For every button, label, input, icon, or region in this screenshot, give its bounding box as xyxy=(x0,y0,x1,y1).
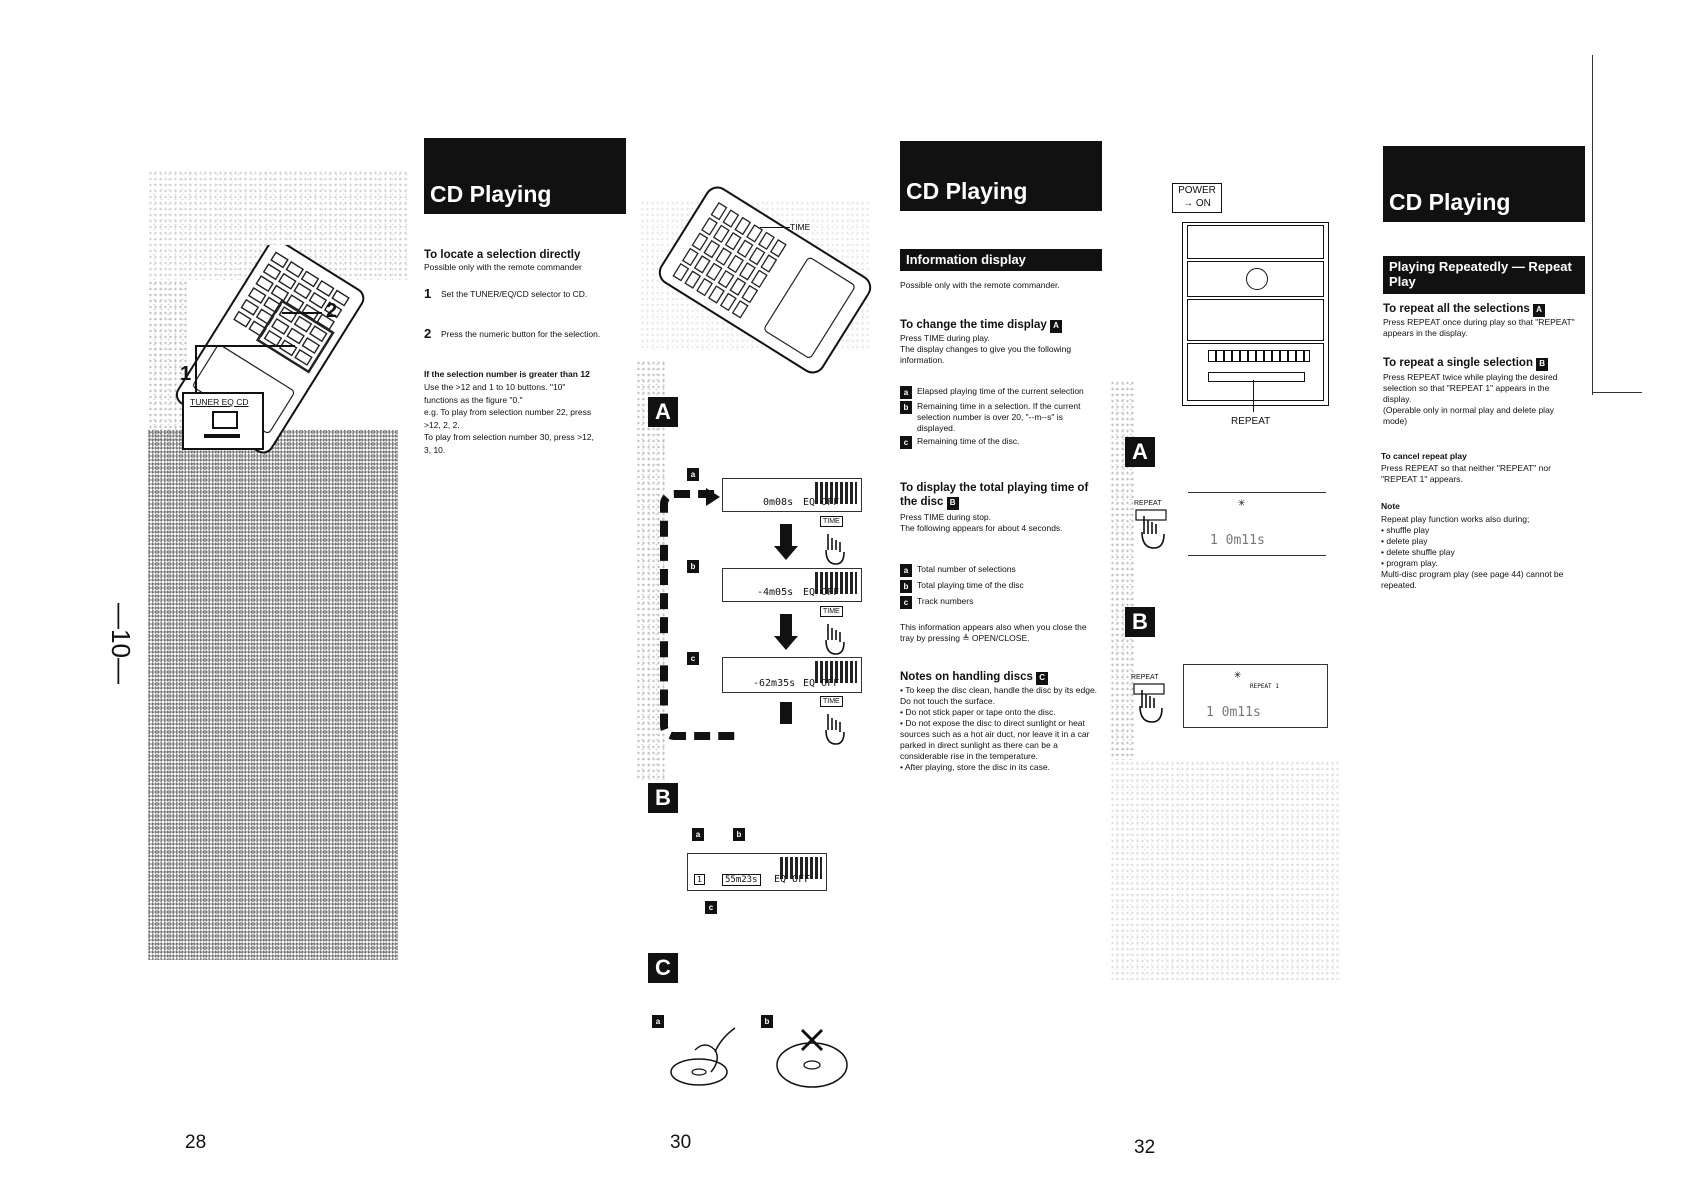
lcd-display-a-value: 0m08s xyxy=(763,497,794,508)
time-callout-line xyxy=(760,227,790,228)
item-text: Total number of selections xyxy=(917,564,1016,574)
down-arrow-head-icon xyxy=(774,546,798,560)
list-item xyxy=(900,596,1095,609)
page28-header xyxy=(424,138,626,214)
page30-header xyxy=(900,141,1102,211)
repeat-indicator-icon: ✳ xyxy=(1238,495,1246,509)
page30-header-title: CD Playing xyxy=(906,178,1028,204)
page32-all-heading xyxy=(1383,302,1545,317)
page28-heading: To locate a selection directly xyxy=(424,249,581,261)
page30-notes-ref: C xyxy=(1036,672,1048,685)
page28-note-line: Use the >12 and 1 to 10 buttons. "10" xyxy=(424,382,566,392)
time-callout-label: TIME xyxy=(790,222,811,232)
page28-note-body xyxy=(424,381,624,456)
page30-total-line: Press TIME during stop. xyxy=(900,512,992,522)
time-button-b xyxy=(820,606,843,617)
page30-change-heading xyxy=(900,318,1062,333)
page30-total-text xyxy=(900,512,1080,534)
note-text: Do not stick paper or tape onto the disc. xyxy=(905,707,1056,717)
unit-cd-player xyxy=(1187,343,1324,401)
cd-buttons xyxy=(1208,350,1310,362)
page30-total-heading-text: To display the total playing time of the disc xyxy=(900,482,1089,508)
do-not-touch-disc-icon xyxy=(772,1025,852,1090)
lcd-display-c-value: -62m35s xyxy=(753,678,796,689)
tuner-selector-label: TUNER EQ CD xyxy=(190,397,249,407)
page32-note-body xyxy=(1381,514,1581,591)
note-item: shuffle play xyxy=(1386,525,1430,535)
page32-subhead: Playing Repeatedly — Repeat Play xyxy=(1383,256,1585,294)
list-item: • Do not stick paper or tape onto the disc. xyxy=(900,707,1056,717)
page32-cancel-heading: To cancel repeat play xyxy=(1381,451,1467,461)
page32-cancel-text: Press REPEAT so that neither "REPEAT" nor "REPEAT 1" appears. xyxy=(1381,463,1551,484)
page32-all-heading-text: To repeat all the selections xyxy=(1383,303,1530,315)
note-text: After playing, store the disc in its case. xyxy=(904,762,1050,772)
page28-step2-number: 2 xyxy=(424,326,432,341)
page32-single-heading xyxy=(1383,356,1548,371)
tuner-selector-box xyxy=(182,392,264,450)
page32-single-heading-text: To repeat a single selection xyxy=(1383,357,1533,369)
page30-change-ref: A xyxy=(1050,320,1062,333)
time-button-b-label: TIME xyxy=(823,608,840,615)
power-on-label: → ON xyxy=(1183,198,1211,209)
down-arrow-icon xyxy=(780,614,792,636)
repeat-callout-label: REPEAT xyxy=(1231,416,1271,427)
loop-arrow-icon xyxy=(706,488,720,506)
down-arrow-head-icon xyxy=(774,636,798,650)
pressing-hand-icon xyxy=(818,710,848,746)
page32-note-tail: Multi-disc program play (see page 44) cannot be repeated. xyxy=(1381,569,1564,590)
side-page-label: —10— xyxy=(105,603,136,684)
page28-note-line: To play from selection number 30, press >12, xyxy=(424,432,594,442)
disc-display-c-label: c xyxy=(705,901,717,914)
lcd-display-b-eq: EQ OFF xyxy=(803,587,840,598)
list-item: • shuffle play xyxy=(1381,525,1430,535)
page30-notes-heading-text: Notes on handling discs xyxy=(900,671,1033,683)
page30-change-text xyxy=(900,333,1090,366)
time-button-a-label: TIME xyxy=(823,518,840,525)
display-c-label: c xyxy=(687,652,699,665)
item-ref: a xyxy=(900,564,912,577)
repeat-button-b-label: REPEAT xyxy=(1131,674,1159,681)
note-item: program play. xyxy=(1386,558,1438,568)
page32-note-intro: Repeat play function works also during; xyxy=(1381,514,1530,524)
page28-step1-number: 1 xyxy=(424,286,432,301)
page28-note-line: e.g. To play from selection number 22, press xyxy=(424,407,592,417)
page32-single-note: (Operable only in normal play and delete play mode) xyxy=(1383,405,1555,426)
margin-line xyxy=(1592,392,1642,393)
repeat-display-a xyxy=(1188,492,1326,556)
repeat-button-a-label: REPEAT xyxy=(1134,500,1162,507)
note-text: To keep the disc clean, handle the disc by its edge. Do not touch the surface. xyxy=(900,685,1098,706)
stereo-system-illustration xyxy=(1182,222,1329,406)
page32-note-heading: Note xyxy=(1381,501,1400,511)
page28-note-line: functions as the figure "0." xyxy=(424,394,523,405)
disc-display-a-label: a xyxy=(692,828,704,841)
list-item: • delete shuffle play xyxy=(1381,547,1455,557)
unit-tuner xyxy=(1187,225,1324,259)
page32-single-ref: B xyxy=(1536,358,1548,371)
remote-commander-time-illustration xyxy=(650,180,880,380)
time-button-c-label: TIME xyxy=(823,698,840,705)
callout-number-1: 1 xyxy=(180,363,192,385)
lcd-display-b-value: -4m05s xyxy=(757,587,794,598)
figure-label-c: C xyxy=(648,953,678,983)
page32-single-text xyxy=(1383,372,1573,427)
page-number-30: 30 xyxy=(670,1132,692,1153)
item-ref: a xyxy=(900,386,912,399)
disc-display-b-label: b xyxy=(733,828,745,841)
figure-label-a: A xyxy=(1125,437,1155,467)
list-item: • To keep the disc clean, handle the disc by its edge. Do not touch the surface. xyxy=(900,685,1098,706)
callout-line-2 xyxy=(282,312,322,314)
page30-possible: Possible only with the remote commander. xyxy=(900,280,1060,290)
page28-note-line: >12, 2, 2. xyxy=(424,419,460,430)
item-ref: b xyxy=(900,580,912,593)
page30-subhead: Information display xyxy=(900,249,1102,271)
page30-total-line: The following appears for about 4 seconds. xyxy=(900,523,1063,533)
down-arrow-icon xyxy=(780,702,792,724)
down-arrow-icon xyxy=(780,524,792,546)
note-item: delete play xyxy=(1386,536,1428,546)
lcd-display-a-eq: EQ OFF xyxy=(803,497,840,508)
selector-switch-icon xyxy=(212,411,238,429)
page32-header-title: CD Playing xyxy=(1389,189,1511,215)
power-button-box xyxy=(1172,183,1222,213)
note-item: delete shuffle play xyxy=(1386,547,1455,557)
lcd-display-c xyxy=(722,657,862,693)
list-item xyxy=(900,564,1095,577)
page30-total-heading xyxy=(900,481,1100,510)
page32-header xyxy=(1383,146,1585,222)
page32-single-body: Press REPEAT twice while playing the desired selection so that "REPEAT 1" appears in the display. xyxy=(1383,372,1558,404)
list-item: • Do not expose the disc to direct sunlight or heat sources such as a hot air duct, nor leave it in a car parked in direct sunlight as there can be a considerable rise in the temperature. xyxy=(900,718,1090,761)
list-item xyxy=(900,386,1095,399)
repeat-callout-line xyxy=(1253,380,1254,412)
list-item xyxy=(900,436,1095,449)
page30-notes-list xyxy=(900,685,1100,773)
power-label: POWER xyxy=(1178,185,1216,196)
page30-total-ref: B xyxy=(947,497,959,510)
lcd-disc-track: 1 xyxy=(694,874,705,885)
time-button-a xyxy=(820,516,843,527)
lcd-display-c-eq: EQ OFF xyxy=(803,678,840,689)
page-number-32: 32 xyxy=(1134,1137,1156,1158)
figure-label-a: A xyxy=(648,397,678,427)
page30-change-heading-text: To change the time display xyxy=(900,319,1047,331)
page28-note-heading: If the selection number is greater than 12 xyxy=(424,369,590,379)
repeat-display-b-value: 1 0m11s xyxy=(1206,705,1261,720)
figure-label-b: B xyxy=(648,783,678,813)
repeat1-indicator-icon: ✳ xyxy=(1234,667,1242,681)
page28-possible: Possible only with the remote commander xyxy=(424,262,582,272)
item-text: Track numbers xyxy=(917,596,974,606)
note-text: Do not expose the disc to direct sunlight or heat sources such as a hot air duct, nor leave it in a car parked in direct sunlight as there can be a considerable rise in the temperature. xyxy=(900,718,1090,761)
pressing-hand-icon xyxy=(818,620,848,656)
lcd-display-a xyxy=(722,478,862,512)
page28-note-line: 3, 10. xyxy=(424,444,446,455)
scan-noise-left-lower xyxy=(148,430,398,960)
page30-change-line: Press TIME during play. xyxy=(900,333,990,343)
repeat-display-b xyxy=(1183,664,1328,728)
disc-handling-b-label: b xyxy=(761,1015,773,1028)
page30-notes-heading xyxy=(900,670,1048,685)
item-text: Elapsed playing time of the current selection xyxy=(917,386,1084,396)
page30-change-items xyxy=(900,386,1095,449)
page28-step2-text: Press the numeric button for the selection. xyxy=(441,329,601,339)
lcd-disc-eq: EQ OFF xyxy=(774,874,811,885)
list-item xyxy=(900,580,1095,593)
lcd-display-b xyxy=(722,568,862,602)
page-number-28: 28 xyxy=(185,1132,207,1153)
disc-handling-a-label: a xyxy=(652,1015,664,1028)
display-b-label: b xyxy=(687,560,699,573)
page30-info-text: This information appears also when you close the tray by pressing ≜ OPEN/CLOSE. xyxy=(900,622,1087,643)
unit-tape-deck xyxy=(1187,299,1324,341)
page28-header-title: CD Playing xyxy=(430,181,552,207)
list-item: • delete play xyxy=(1381,536,1428,546)
pressing-hand-icon xyxy=(1130,508,1170,552)
repeat1-small-label: REPEAT 1 xyxy=(1250,683,1279,690)
page-edge-line xyxy=(1592,55,1593,395)
lcd-disc-value: 55m23s xyxy=(722,874,761,886)
item-text: Remaining time in a selection. If the current selection number is over 20, "--m--s" is displayed. xyxy=(917,401,1081,433)
page28-step1-text: Set the TUNER/EQ/CD selector to CD. xyxy=(441,289,588,299)
selector-arrow-icon xyxy=(204,434,240,438)
display-a-label: a xyxy=(687,468,699,481)
volume-knob-icon xyxy=(1246,268,1268,290)
display-cycle-loop xyxy=(660,490,800,740)
item-ref: c xyxy=(900,596,912,609)
list-item: • program play. xyxy=(1381,558,1438,568)
repeat-display-a-value: 1 0m11s xyxy=(1210,533,1265,548)
item-ref: b xyxy=(900,401,912,414)
pressing-hand-icon xyxy=(1128,682,1168,726)
callout-number-2: 2 xyxy=(326,300,338,322)
hand-holding-disc-icon xyxy=(665,1020,755,1090)
pressing-hand-icon xyxy=(818,530,848,566)
item-text: Total playing time of the disc xyxy=(917,580,1024,590)
figure-label-b: B xyxy=(1125,607,1155,637)
callout-line-1 xyxy=(195,345,295,347)
list-item xyxy=(900,401,1095,434)
lcd-disc-display xyxy=(687,853,827,891)
list-item: • After playing, store the disc in its case. xyxy=(900,762,1050,772)
item-ref: c xyxy=(900,436,912,449)
item-text: Remaining time of the disc. xyxy=(917,436,1020,446)
cd-tray xyxy=(1208,372,1305,382)
scan-noise-right xyxy=(1110,760,1340,980)
callout-line-1-vert xyxy=(195,345,197,395)
unit-amplifier xyxy=(1187,261,1324,297)
page30-change-line: The display changes to give you the following information. xyxy=(900,344,1072,365)
page32-all-text: Press REPEAT once during play so that "REPEAT" appears in the display. xyxy=(1383,317,1575,338)
time-button-c xyxy=(820,696,843,707)
page32-all-ref: A xyxy=(1533,304,1545,317)
page30-total-items xyxy=(900,564,1095,609)
